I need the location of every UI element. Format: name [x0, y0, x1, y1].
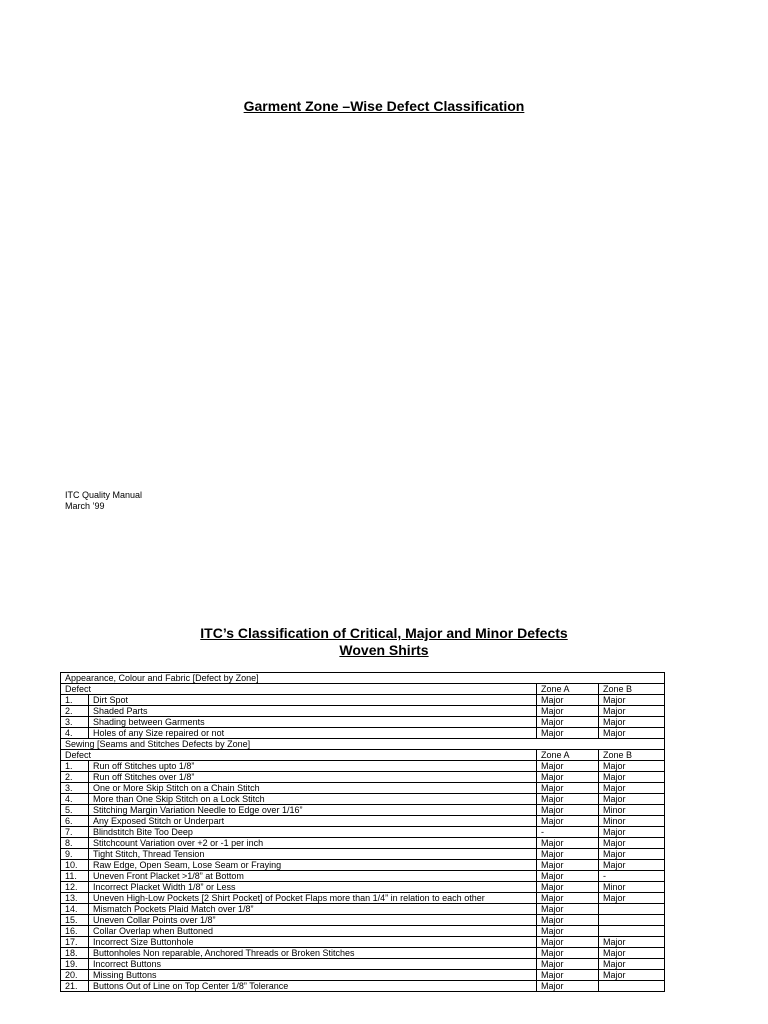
zone-b-classification: Minor	[599, 882, 665, 893]
zone-a-classification: Major	[537, 805, 599, 816]
row-number: 19.	[61, 959, 89, 970]
table-row	[61, 706, 665, 717]
defect-description: Holes of any Size repaired or not	[89, 728, 537, 739]
table-header-row	[61, 684, 665, 695]
defect-description: Raw Edge, Open Seam, Lose Seam or Fraying	[89, 860, 537, 871]
row-number: 9.	[61, 849, 89, 860]
zone-a-classification: Major	[537, 717, 599, 728]
zone-a-classification: Major	[537, 838, 599, 849]
defect-description: One or More Skip Stitch on a Chain Stitch	[89, 783, 537, 794]
defects-table	[60, 672, 665, 992]
defect-description: Buttonholes Non reparable, Anchored Threads or Broken Stitches	[89, 948, 537, 959]
row-number: 18.	[61, 948, 89, 959]
row-number: 8.	[61, 838, 89, 849]
row-number: 10.	[61, 860, 89, 871]
defect-description: Uneven High-Low Pockets [2 Shirt Pocket] of Pocket Flaps more than 1/4” in relation to each other	[89, 893, 537, 904]
table-row	[61, 937, 665, 948]
zone-b-classification: Major	[599, 772, 665, 783]
row-number: 4.	[61, 728, 89, 739]
defect-description: More than One Skip Stitch on a Lock Stitch	[89, 794, 537, 805]
defect-description: Incorrect Size Buttonhole	[89, 937, 537, 948]
classification-heading-line1: ITC’s Classification of Critical, Major and Minor Defects	[200, 625, 568, 641]
zone-a-classification: Major	[537, 860, 599, 871]
zone-b-classification: Major	[599, 970, 665, 981]
zone-a-classification: Major	[537, 794, 599, 805]
row-number: 1.	[61, 761, 89, 772]
zone-b-classification	[599, 926, 665, 937]
defect-column-header: Defect	[61, 684, 537, 695]
defect-description: Uneven Front Placket >1/8” at Bottom	[89, 871, 537, 882]
row-number: 6.	[61, 816, 89, 827]
table-row	[61, 904, 665, 915]
defect-description: Uneven Collar Points over 1/8”	[89, 915, 537, 926]
document-footer	[65, 490, 142, 512]
zone-a-classification: Major	[537, 981, 599, 992]
table-row	[61, 805, 665, 816]
zone-a-classification: Major	[537, 706, 599, 717]
row-number: 1.	[61, 695, 89, 706]
table-row	[61, 838, 665, 849]
zone-a-classification: Major	[537, 816, 599, 827]
zone-a-classification: Major	[537, 783, 599, 794]
document-title: Garment Zone –Wise Defect Classification	[243, 98, 525, 114]
table-row	[61, 959, 665, 970]
row-number: 17.	[61, 937, 89, 948]
defect-description: Mismatch Pockets Plaid Match over 1/8”	[89, 904, 537, 915]
table-row	[61, 926, 665, 937]
zone-b-classification: Major	[599, 937, 665, 948]
defect-description: Run off Stitches upto 1/8”	[89, 761, 537, 772]
zone-a-classification: Major	[537, 728, 599, 739]
zone-a-classification: Major	[537, 959, 599, 970]
zone-a-classification: Major	[537, 695, 599, 706]
defect-description: Incorrect Placket Width 1/8” or Less	[89, 882, 537, 893]
zone-a-classification: Major	[537, 926, 599, 937]
defect-description: Blindstitch Bite Too Deep	[89, 827, 537, 838]
zone-b-classification	[599, 904, 665, 915]
section-title-row	[61, 673, 665, 684]
defect-description: Buttons Out of Line on Top Center 1/8” Tolerance	[89, 981, 537, 992]
table-row	[61, 860, 665, 871]
row-number: 3.	[61, 783, 89, 794]
row-number: 4.	[61, 794, 89, 805]
zone-b-classification: Major	[599, 717, 665, 728]
defect-description: Stitching Margin Variation Needle to Edge over 1/16”	[89, 805, 537, 816]
classification-heading	[0, 625, 768, 659]
section-title: Appearance, Colour and Fabric [Defect by Zone]	[61, 673, 665, 684]
zone-b-column-header: Zone B	[599, 684, 665, 695]
zone-a-classification: -	[537, 827, 599, 838]
zone-b-classification	[599, 915, 665, 926]
table-row	[61, 772, 665, 783]
row-number: 14.	[61, 904, 89, 915]
row-number: 3.	[61, 717, 89, 728]
zone-b-classification: Major	[599, 959, 665, 970]
footer-manual-name: ITC Quality Manual	[65, 490, 143, 500]
zone-a-classification: Major	[537, 849, 599, 860]
zone-b-classification: Major	[599, 860, 665, 871]
table-row	[61, 882, 665, 893]
row-number: 16.	[61, 926, 89, 937]
defect-description: Tight Stitch, Thread Tension	[89, 849, 537, 860]
row-number: 5.	[61, 805, 89, 816]
zone-b-classification: -	[599, 871, 665, 882]
defect-description: Shading between Garments	[89, 717, 537, 728]
table-row	[61, 695, 665, 706]
row-number: 15.	[61, 915, 89, 926]
zone-b-classification: Major	[599, 695, 665, 706]
table-row	[61, 816, 665, 827]
section-title-row	[61, 739, 665, 750]
zone-a-classification: Major	[537, 871, 599, 882]
table-row	[61, 849, 665, 860]
zone-a-classification: Major	[537, 761, 599, 772]
zone-b-classification: Minor	[599, 805, 665, 816]
classification-heading-line2: Woven Shirts	[339, 642, 429, 658]
zone-b-classification	[599, 981, 665, 992]
zone-a-classification: Major	[537, 772, 599, 783]
zone-a-classification: Major	[537, 915, 599, 926]
row-number: 21.	[61, 981, 89, 992]
defect-description: Incorrect Buttons	[89, 959, 537, 970]
table-row	[61, 970, 665, 981]
table-row	[61, 948, 665, 959]
zone-b-classification: Major	[599, 948, 665, 959]
zone-b-classification: Major	[599, 893, 665, 904]
row-number: 12.	[61, 882, 89, 893]
table-row	[61, 728, 665, 739]
defect-description: Any Exposed Stitch or Underpart	[89, 816, 537, 827]
table-row	[61, 915, 665, 926]
defect-description: Run off Stitches over 1/8”	[89, 772, 537, 783]
table-row	[61, 871, 665, 882]
defect-description: Missing Buttons	[89, 970, 537, 981]
table-row	[61, 794, 665, 805]
row-number: 11.	[61, 871, 89, 882]
zone-b-classification: Major	[599, 728, 665, 739]
zone-a-classification: Major	[537, 893, 599, 904]
row-number: 20.	[61, 970, 89, 981]
section-title: Sewing [Seams and Stitches Defects by Zone]	[61, 739, 665, 750]
zone-a-column-header: Zone A	[537, 684, 599, 695]
zone-a-classification: Major	[537, 970, 599, 981]
zone-a-classification: Major	[537, 937, 599, 948]
row-number: 2.	[61, 772, 89, 783]
zone-b-classification: Major	[599, 838, 665, 849]
defect-description: Dirt Spot	[89, 695, 537, 706]
zone-b-classification: Major	[599, 761, 665, 772]
zone-b-classification: Minor	[599, 816, 665, 827]
footer-date: March ’99	[65, 501, 105, 511]
table-row	[61, 893, 665, 904]
table-row	[61, 827, 665, 838]
defect-description: Shaded Parts	[89, 706, 537, 717]
zone-a-classification: Major	[537, 948, 599, 959]
zone-a-column-header: Zone A	[537, 750, 599, 761]
table-row	[61, 761, 665, 772]
zone-b-classification: Major	[599, 783, 665, 794]
table-row	[61, 981, 665, 992]
row-number: 7.	[61, 827, 89, 838]
zone-a-classification: Major	[537, 904, 599, 915]
table-row	[61, 783, 665, 794]
defect-description: Collar Overlap when Buttoned	[89, 926, 537, 937]
zone-b-classification: Major	[599, 849, 665, 860]
table-header-row	[61, 750, 665, 761]
defect-column-header: Defect	[61, 750, 537, 761]
row-number: 13.	[61, 893, 89, 904]
zone-b-classification: Major	[599, 827, 665, 838]
zone-b-classification: Major	[599, 794, 665, 805]
zone-b-classification: Major	[599, 706, 665, 717]
zone-a-classification: Major	[537, 882, 599, 893]
defect-description: Stitchcount Variation over +2 or -1 per inch	[89, 838, 537, 849]
row-number: 2.	[61, 706, 89, 717]
table-row	[61, 717, 665, 728]
zone-b-column-header: Zone B	[599, 750, 665, 761]
